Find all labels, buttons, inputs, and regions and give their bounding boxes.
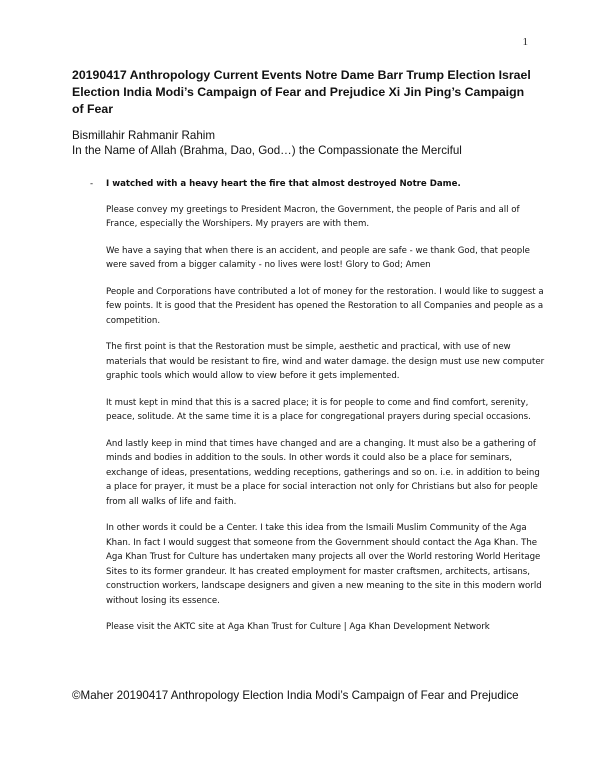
paragraph-times-changed: And lastly keep in mind that times have changed and are a changing. It must also be a gathering of minds and bodies in addition to the souls. In other words it could also be a place for seminars, exchange of ideas, presentations, wedding receptions, gatherings and so on. i.e. in addition to being a place for prayer, it must be a place for social interaction not only for Christians but also for people from all walks of life and faith. xyxy=(106,438,540,507)
document-title: 20190417 Anthropology Current Events Notre Dame Barr Trump Election Israel Election India Modi’s Campaign of Fear and Prejudice Xi Jin Ping’s Campaign of Fear xyxy=(72,68,531,116)
paragraph-first-point: The first point is that the Restoration must be simple, aesthetic and practical, with use of new materials that would be resistant to fire, wind and water damage. the design must use new computer graphic tools which would allow to view before it gets implemented. xyxy=(106,342,545,381)
invocation-line-2: In the Name of Allah (Brahma, Dao, God…) the Compassionate the Merciful xyxy=(72,144,462,157)
bullet-marker: - xyxy=(90,179,94,189)
body-content xyxy=(90,177,546,647)
paragraph-center: In other words it could be a Center. I take this idea from the Ismaili Muslim Community of the Aga Khan. In fact I would suggest that someone from the Government should contact the Aga Khan. The Aga Khan Trust for Culture has undertaken many projects all over the World restoring World Heritage Sites to its former grandeur. It has created employment for master craftsmen, architects, artisans, construction workers, landscape designers and given a new meaning to the site in this modern world without losing its essence. xyxy=(106,523,542,606)
bullet-item xyxy=(90,177,546,192)
paragraph-contributions: People and Corporations have contributed a lot of money for the restoration. I would like to suggest a few points. It is good that the President has opened the Restoration to all Companies and people as a competition. xyxy=(106,286,544,326)
bullet-text: I watched with a heavy heart the fire that almost destroyed Notre Dame. xyxy=(106,179,461,189)
paragraph-saying: We have a saying that when there is an accident, and people are safe - we thank God, that people were saved from a bigger calamity - no lives were lost! Glory to God; Amen xyxy=(106,245,530,270)
invocation-block xyxy=(72,128,542,158)
page-number: 1 xyxy=(522,36,528,48)
paragraph-greetings: Please convey my greetings to President Macron, the Government, the people of Paris and all of France, especially the Worshipers. My prayers are with them. xyxy=(106,204,520,229)
paragraph-sacred-place: It must kept in mind that this is a sacred place; it is for people to come and find comfort, serenity, peace, solitude. At the same time it is a place for congregational prayers during special occasions. xyxy=(106,397,531,422)
page-footer: ©Maher 20190417 Anthropology Election India Modi’s Campaign of Fear and Prejudice xyxy=(72,689,519,702)
invocation-line-1: Bismillahir Rahmanir Rahim xyxy=(72,129,216,142)
paragraph-aktc-visit: Please visit the AKTC site at Aga Khan Trust for Culture | Aga Khan Development Network xyxy=(106,622,490,632)
